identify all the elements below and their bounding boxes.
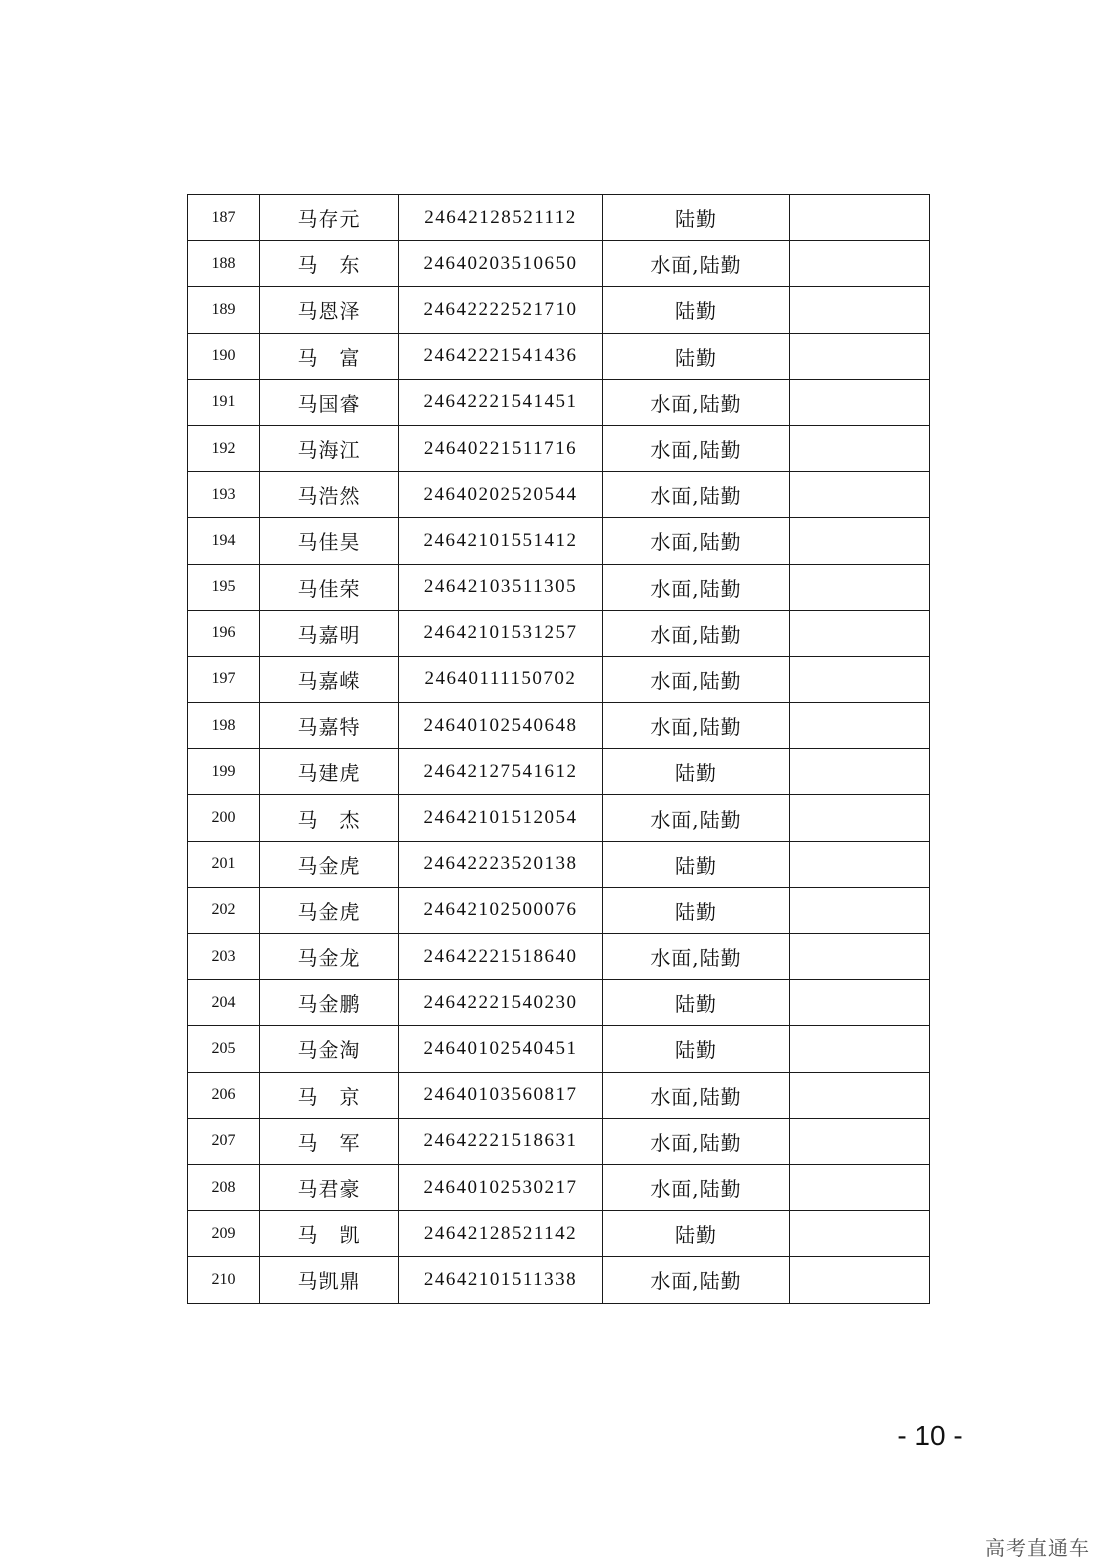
table-row bbox=[188, 841, 930, 887]
remarks-cell bbox=[790, 1257, 930, 1303]
category-cell: 陆勤 bbox=[603, 749, 790, 795]
category-cell: 水面,陆勤 bbox=[603, 795, 790, 841]
candidate-table bbox=[187, 194, 930, 1304]
table-row bbox=[188, 241, 930, 287]
name-cell: 马 京 bbox=[260, 1072, 399, 1118]
table-row bbox=[188, 1026, 930, 1072]
table-row bbox=[188, 518, 930, 564]
row-number-cell: 205 bbox=[188, 1026, 260, 1072]
name-cell: 马浩然 bbox=[260, 472, 399, 518]
registration-id-cell: 24642221518631 bbox=[399, 1118, 603, 1164]
name-cell: 马海江 bbox=[260, 425, 399, 471]
remarks-cell bbox=[790, 656, 930, 702]
registration-id-cell: 24642101511338 bbox=[399, 1257, 603, 1303]
category-cell: 水面,陆勤 bbox=[603, 564, 790, 610]
remarks-cell bbox=[790, 610, 930, 656]
registration-id-cell: 24642223520138 bbox=[399, 841, 603, 887]
name-cell: 马凯鼎 bbox=[260, 1257, 399, 1303]
category-cell: 水面,陆勤 bbox=[603, 241, 790, 287]
category-cell: 水面,陆勤 bbox=[603, 379, 790, 425]
remarks-cell bbox=[790, 1072, 930, 1118]
category-cell: 陆勤 bbox=[603, 1026, 790, 1072]
remarks-cell bbox=[790, 887, 930, 933]
remarks-cell bbox=[790, 472, 930, 518]
name-cell: 马国睿 bbox=[260, 379, 399, 425]
name-cell: 马金龙 bbox=[260, 934, 399, 980]
remarks-cell bbox=[790, 564, 930, 610]
table-row bbox=[188, 980, 930, 1026]
remarks-cell bbox=[790, 195, 930, 241]
row-number-cell: 200 bbox=[188, 795, 260, 841]
category-cell: 水面,陆勤 bbox=[603, 1118, 790, 1164]
name-cell: 马嘉特 bbox=[260, 703, 399, 749]
registration-id-cell: 24642101512054 bbox=[399, 795, 603, 841]
name-cell: 马建虎 bbox=[260, 749, 399, 795]
registration-id-cell: 24642128521142 bbox=[399, 1211, 603, 1257]
name-cell: 马 杰 bbox=[260, 795, 399, 841]
table-row bbox=[188, 1118, 930, 1164]
table-row bbox=[188, 749, 930, 795]
name-cell: 马存元 bbox=[260, 195, 399, 241]
remarks-cell bbox=[790, 379, 930, 425]
name-cell: 马恩泽 bbox=[260, 287, 399, 333]
table-row bbox=[188, 1257, 930, 1303]
registration-id-cell: 24640111150702 bbox=[399, 656, 603, 702]
row-number-cell: 194 bbox=[188, 518, 260, 564]
registration-id-cell: 24642127541612 bbox=[399, 749, 603, 795]
category-cell: 陆勤 bbox=[603, 195, 790, 241]
registration-id-cell: 24642103511305 bbox=[399, 564, 603, 610]
table-row bbox=[188, 1164, 930, 1210]
category-cell: 陆勤 bbox=[603, 887, 790, 933]
registration-id-cell: 24642222521710 bbox=[399, 287, 603, 333]
category-cell: 水面,陆勤 bbox=[603, 1164, 790, 1210]
name-cell: 马 富 bbox=[260, 333, 399, 379]
name-cell: 马金虎 bbox=[260, 841, 399, 887]
row-number-cell: 201 bbox=[188, 841, 260, 887]
row-number-cell: 190 bbox=[188, 333, 260, 379]
table-row bbox=[188, 1211, 930, 1257]
category-cell: 水面,陆勤 bbox=[603, 703, 790, 749]
name-cell: 马 军 bbox=[260, 1118, 399, 1164]
row-number-cell: 187 bbox=[188, 195, 260, 241]
category-cell: 水面,陆勤 bbox=[603, 1257, 790, 1303]
registration-id-cell: 24640203510650 bbox=[399, 241, 603, 287]
remarks-cell bbox=[790, 1118, 930, 1164]
row-number-cell: 206 bbox=[188, 1072, 260, 1118]
name-cell: 马君豪 bbox=[260, 1164, 399, 1210]
category-cell: 陆勤 bbox=[603, 841, 790, 887]
remarks-cell bbox=[790, 241, 930, 287]
registration-id-cell: 24640103560817 bbox=[399, 1072, 603, 1118]
table-row bbox=[188, 795, 930, 841]
table-row bbox=[188, 610, 930, 656]
remarks-cell bbox=[790, 703, 930, 749]
row-number-cell: 208 bbox=[188, 1164, 260, 1210]
remarks-cell bbox=[790, 287, 930, 333]
table-row bbox=[188, 656, 930, 702]
name-cell: 马 东 bbox=[260, 241, 399, 287]
registration-id-cell: 24642101531257 bbox=[399, 610, 603, 656]
category-cell: 水面,陆勤 bbox=[603, 1072, 790, 1118]
remarks-cell bbox=[790, 980, 930, 1026]
row-number-cell: 202 bbox=[188, 887, 260, 933]
row-number-cell: 199 bbox=[188, 749, 260, 795]
registration-id-cell: 24642221540230 bbox=[399, 980, 603, 1026]
remarks-cell bbox=[790, 333, 930, 379]
row-number-cell: 189 bbox=[188, 287, 260, 333]
row-number-cell: 204 bbox=[188, 980, 260, 1026]
table-row bbox=[188, 379, 930, 425]
name-cell: 马嘉嵘 bbox=[260, 656, 399, 702]
row-number-cell: 195 bbox=[188, 564, 260, 610]
name-cell: 马佳昊 bbox=[260, 518, 399, 564]
category-cell: 陆勤 bbox=[603, 287, 790, 333]
registration-id-cell: 24642102500076 bbox=[399, 887, 603, 933]
row-number-cell: 197 bbox=[188, 656, 260, 702]
table-row bbox=[188, 195, 930, 241]
registration-id-cell: 24642128521112 bbox=[399, 195, 603, 241]
table-row bbox=[188, 425, 930, 471]
name-cell: 马金淘 bbox=[260, 1026, 399, 1072]
table-row bbox=[188, 887, 930, 933]
row-number-cell: 207 bbox=[188, 1118, 260, 1164]
table-row bbox=[188, 934, 930, 980]
candidate-table-body bbox=[188, 195, 930, 1304]
row-number-cell: 191 bbox=[188, 379, 260, 425]
row-number-cell: 203 bbox=[188, 934, 260, 980]
name-cell: 马金鹏 bbox=[260, 980, 399, 1026]
registration-id-cell: 24642221541436 bbox=[399, 333, 603, 379]
category-cell: 水面,陆勤 bbox=[603, 518, 790, 564]
category-cell: 陆勤 bbox=[603, 1211, 790, 1257]
category-cell: 水面,陆勤 bbox=[603, 656, 790, 702]
remarks-cell bbox=[790, 518, 930, 564]
table-row bbox=[188, 703, 930, 749]
page-number: - 10 - bbox=[897, 1420, 963, 1451]
registration-id-cell: 24640202520544 bbox=[399, 472, 603, 518]
watermark-text: 高考直通车 bbox=[985, 1536, 1090, 1560]
name-cell: 马嘉明 bbox=[260, 610, 399, 656]
registration-id-cell: 24640102540648 bbox=[399, 703, 603, 749]
category-cell: 水面,陆勤 bbox=[603, 472, 790, 518]
name-cell: 马金虎 bbox=[260, 887, 399, 933]
table-row bbox=[188, 564, 930, 610]
remarks-cell bbox=[790, 1211, 930, 1257]
name-cell: 马 凯 bbox=[260, 1211, 399, 1257]
remarks-cell bbox=[790, 1164, 930, 1210]
row-number-cell: 210 bbox=[188, 1257, 260, 1303]
registration-id-cell: 24642221541451 bbox=[399, 379, 603, 425]
table-row bbox=[188, 1072, 930, 1118]
registration-id-cell: 24642101551412 bbox=[399, 518, 603, 564]
remarks-cell bbox=[790, 425, 930, 471]
category-cell: 水面,陆勤 bbox=[603, 934, 790, 980]
registration-id-cell: 24640102540451 bbox=[399, 1026, 603, 1072]
category-cell: 陆勤 bbox=[603, 333, 790, 379]
remarks-cell bbox=[790, 1026, 930, 1072]
table-row bbox=[188, 472, 930, 518]
row-number-cell: 198 bbox=[188, 703, 260, 749]
remarks-cell bbox=[790, 841, 930, 887]
category-cell: 水面,陆勤 bbox=[603, 425, 790, 471]
registration-id-cell: 24642221518640 bbox=[399, 934, 603, 980]
row-number-cell: 192 bbox=[188, 425, 260, 471]
table-row bbox=[188, 333, 930, 379]
registration-id-cell: 24640221511716 bbox=[399, 425, 603, 471]
category-cell: 水面,陆勤 bbox=[603, 610, 790, 656]
row-number-cell: 209 bbox=[188, 1211, 260, 1257]
table-row bbox=[188, 287, 930, 333]
registration-id-cell: 24640102530217 bbox=[399, 1164, 603, 1210]
remarks-cell bbox=[790, 795, 930, 841]
row-number-cell: 196 bbox=[188, 610, 260, 656]
name-cell: 马佳荣 bbox=[260, 564, 399, 610]
row-number-cell: 193 bbox=[188, 472, 260, 518]
remarks-cell bbox=[790, 749, 930, 795]
row-number-cell: 188 bbox=[188, 241, 260, 287]
remarks-cell bbox=[790, 934, 930, 980]
category-cell: 陆勤 bbox=[603, 980, 790, 1026]
